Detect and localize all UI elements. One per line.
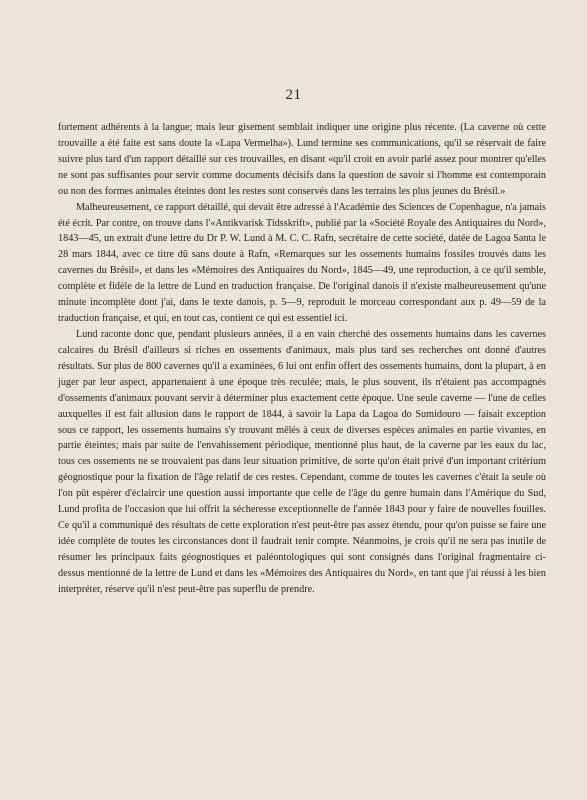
page-number: 21 <box>285 87 302 103</box>
paragraph-lund-raconte: Lund raconte donc que, pendant plusieurs années, il a en vain cherché des ossements humains dans les cavernes calcaires du Brésil d'ailleurs si riches en ossements d'animaux, mais plus tard ses recherches ont donné d'autres résultats. Sur plus de 800 cavernes qu'il a examinées, 6 lui ont enfin offert des ossements humains, dont la plupart, à en juger par leur aspect, appartenaient à une époque très reculée; mais, le plus souvent, ils n'étaient pas accompagnés d'ossements d'animaux pouvant servir à déterminer plus exactement cette époque. Une seule caverne — l'une de celles auxquelles il est fait allusion dans le rapport de 1844, à savoir la Lapa da Lagoa do Sumidouro — faisait exception sous ce rapport, les ossements humains s'y trouvant mêlés à ceux de diverses espèces animales en partie vivantes, en partie éteintes; mais par suite de l'envahissement périodique, mentionné plus haut, de la caverne par les eaux du lac, tous ces ossements ne se trouvaient pas dans leur situation primitive, de sorte qu'on était privé d'un important critérium géognostique pour la fixation de l'âge relatif de ces restes. Cependant, comme de toutes les cavernes c'était la seule où l'on pût espérer d'éclaircir une question aussi importante que celle de l'âge du genre humain dans l'Amérique du Sud, Lund profita de l'occasion que lui offrit la sécheresse exceptionnelle de l'année 1843 pour y faire de nouvelles fouilles. Ce qu'il a communiqué des résultats de cette exploration n'est peut-être pas assez étendu, pour qu'on puisse se faire une idée complète de toutes les circonstances dont il faudrait tenir compte. Néanmoins, je crois qu'il ne sera pas inutile de résumer les principaux faits géognostiques et paléontologiques qui sont consignés dans l'original fragmentaire ci-dessus mentionné de la lettre de Lund et dans les «Mémoires des Antiquaires du Nord», en tant que j'ai réussi à les bien interpréter, réserve qu'il n'est peut-être pas superflu de prendre. <box>58 328 546 595</box>
paragraph-rapport: Malheureusement, ce rapport détaillé, qui devait être adressé à l'Académie des Sciences de Copenhague, n'a jamais été écrit. Par contre, on trouve dans l'«Antikvarisk Tidsskrift», publié par la «Société Royale des Antiquaires du Nord», 1843—45, un extrait d'une lettre du Dr P. W. Lund à M. C. C. Rafn, secrétaire de cette société, datée de Lagoa Santa le 28 mars 1844, avec ce titre dû sans doute à Rafn, «Remarques sur les ossements humains fossiles trouvés dans les cavernes du Brésil», et dans les «Mémoires des Antiquaires du Nord», 1845—49, une reproduction, à ce qu'il semble, complète et fidèle de la lettre de Lund en traduction française. De l'original danois il n'existe malheureusement qu'une minute incomplète dont j'ai, dans le texte danois, p. 5—9, reproduit le morceau correspondant aux p. 49—59 de la traduction française, et qui, en tout cas, contient ce qui est essentiel ici. <box>58 201 546 325</box>
paragraph-continuation: fortement adhérents à la langue; mais leur gisement semblait indiquer une origine plus récente. (La caverne où cette trouvaille a été faite est sans doute la «Lapa Vermelha»). Lund termine ses communications, qu'il se réservait de faire suivre plus tard d'un rapport détaillé sur ces trouvailles, en disant «qu'il croit en avoir parlé assez pour montrer qu'elles ne sont pas suffisantes pour servir comme documents décisifs dans la question de savoir si l'homme est contemporain ou non des formes animales éteintes dont les restes sont conservés dans les terrains les plus jeunes du Brésil.» <box>58 122 546 197</box>
body-text <box>58 120 546 598</box>
